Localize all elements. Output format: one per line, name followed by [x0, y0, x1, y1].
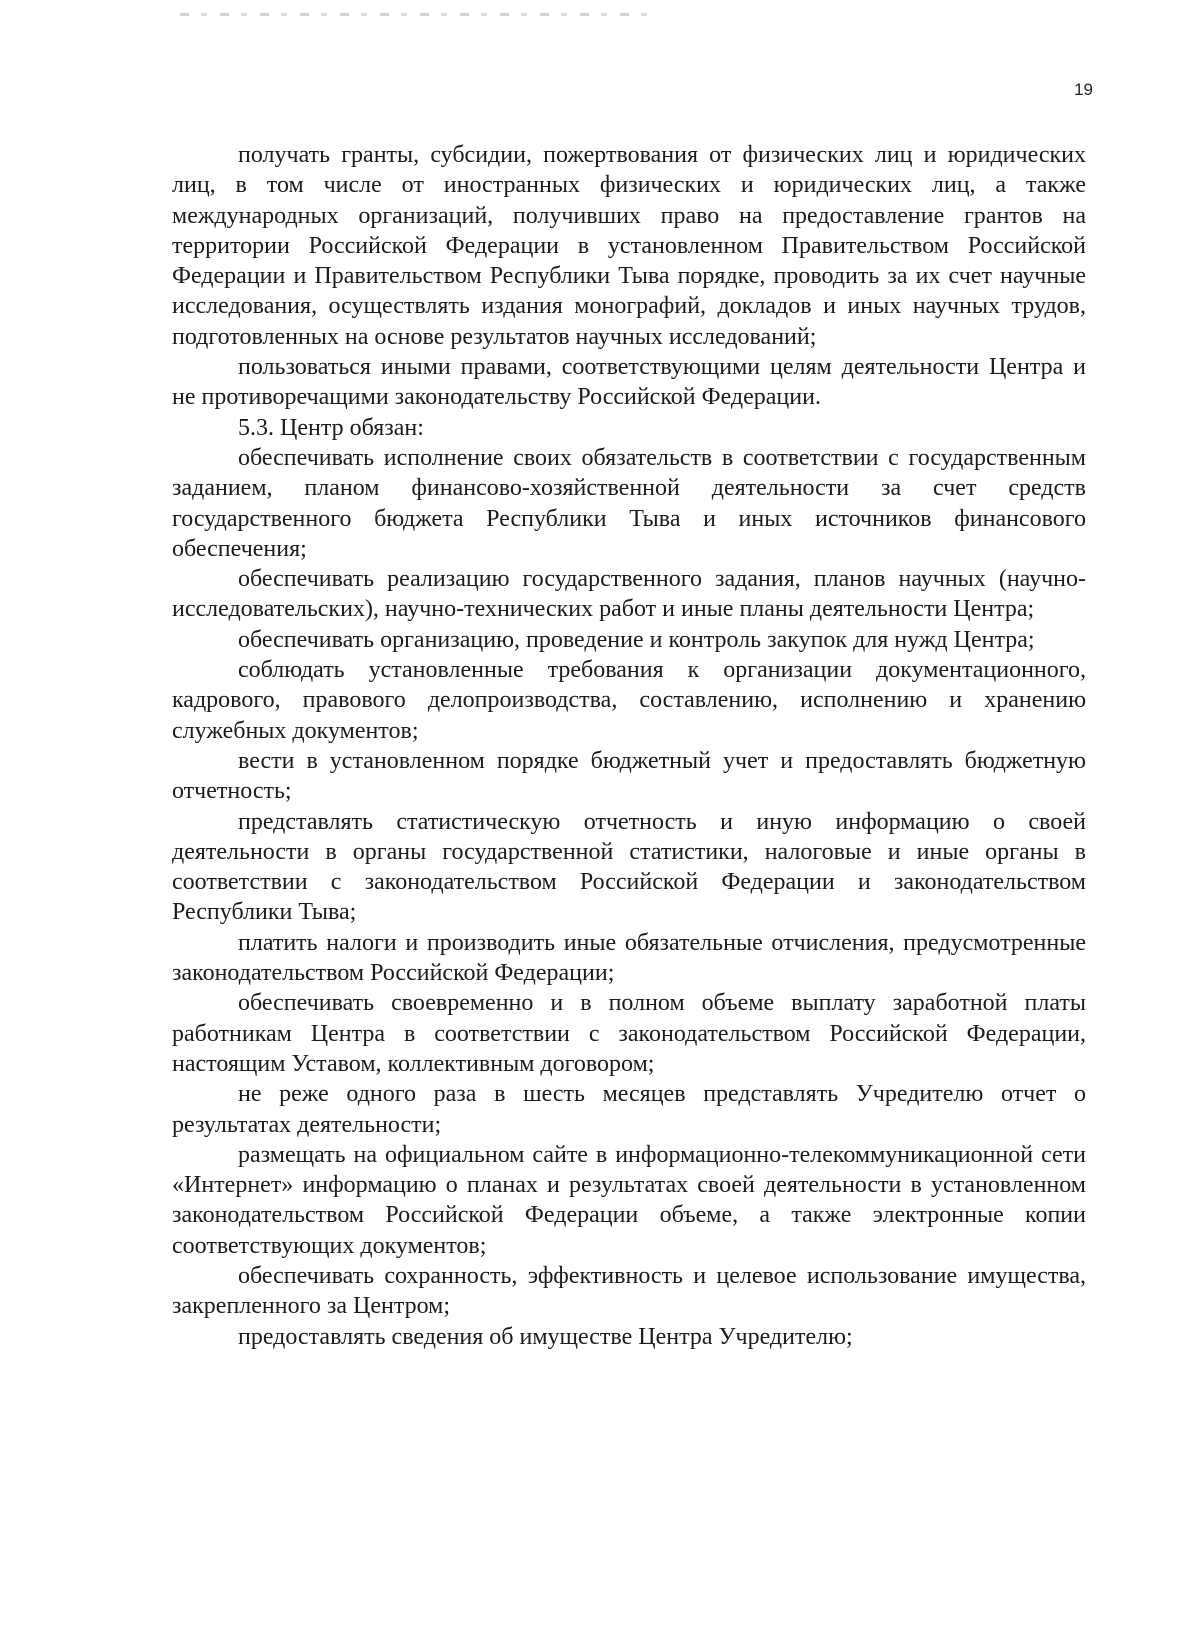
paragraph-state-task: обеспечивать реализацию государственного задания, планов научных (научно-исследовательских), научно-технических работ и иные планы деятельности Центра; — [172, 566, 1086, 623]
paragraph-salary: обеспечивать своевременно и в полном объеме выплату заработной платы работникам Центра в соответствии с законодательством Российской Федерации, настоящим Уставом, коллективным договором; — [172, 990, 1086, 1077]
page-number: 19 — [1074, 80, 1093, 99]
scan-artifact — [180, 13, 650, 16]
paragraph-records: соблюдать установленные требования к организации документационного, кадрового, правового делопроизводства, составлению, исполнению и хранению служебных документов; — [172, 657, 1086, 744]
paragraph-statistics: представлять статистическую отчетность и иную информацию о своей деятельности в органы государственной статистики, налоговые и иные органы в соответствии с законодательством Российской Федерации и законодательством Республики Тыва; — [172, 808, 1086, 926]
paragraph-taxes: платить налоги и производить иные обязательные отчисления, предусмотренные законодательством Российской Федерации; — [172, 929, 1086, 987]
paragraph-grants: получать гранты, субсидии, пожертвования от физических лиц и юридических лиц, в том числе от иностранных физических и юридических лиц, а также международных организаций, получивших право на предоставление грантов на территории Российской Федерации в установленном Правительством Российской Федерации и Правительством Республики Тыва порядке, проводить за их счет научные исследования, осуществлять издания монографий, докладов и иных научных трудов, подготовленных на основе результатов научных исследований; — [172, 142, 1086, 350]
paragraph-website: размещать на официальном сайте в информационно-телекоммуникационной сети «Интернет» информацию о планах и результатах своей деятельности в установленном законодательством Российской Федерации объеме, а также электронные копии соответствующих документов; — [172, 1141, 1086, 1259]
paragraph-report: не реже одного раза в шесть месяцев представлять Учредителю отчет о результатах деятельности; — [172, 1081, 1086, 1138]
paragraph-property-info: предоставлять сведения об имуществе Центра Учредителю; — [238, 1323, 853, 1350]
paragraph-other-rights: пользоваться иными правами, соответствующими целям деятельности Центра и не противоречащими законодательству Российской Федерации. — [172, 354, 1086, 411]
paragraph-accounting: вести в установленном порядке бюджетный учет и предоставлять бюджетную отчетность; — [172, 747, 1086, 805]
paragraph-obligations: обеспечивать исполнение своих обязательств в соответствии с государственным заданием, планом финансово-хозяйственной деятельности за счет средств государственного бюджета Республики Тыва и иных источников финансового обеспечения; — [172, 444, 1086, 562]
paragraph-section-heading: 5.3. Центр обязан: — [238, 414, 424, 441]
paragraph-procurement: обеспечивать организацию, проведение и контроль закупок для нужд Центра; — [238, 626, 1035, 653]
paragraph-property-safety: обеспечивать сохранность, эффективность и целевое использование имущества, закрепленного за Центром; — [172, 1262, 1086, 1320]
document-body — [172, 140, 1086, 1352]
